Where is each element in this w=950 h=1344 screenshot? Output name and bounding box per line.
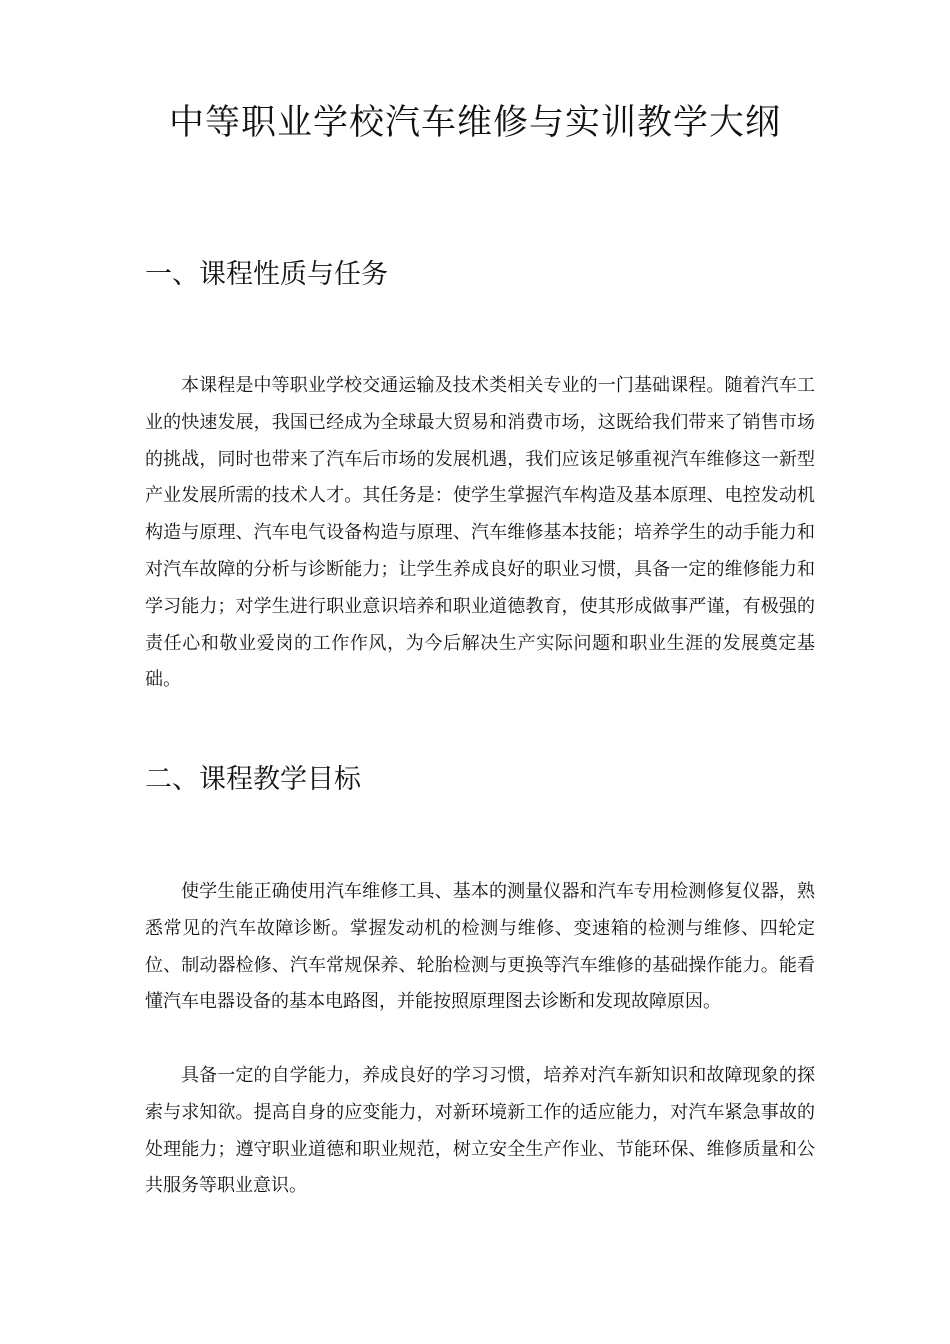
section-paragraph: 使学生能正确使用汽车维修工具、基本的测量仪器和汽车专用检测修复仪器，熟悉常见的汽车故障诊断。掌握发动机的检测与维修、变速箱的检测与维修、四轮定位、制动器检修、汽车常规保养、轮胎检测与更换等汽车维修的基础操作能力。能看懂汽车电器设备的基本电路图，并能按照原理图去诊断和发现故障原因。 xyxy=(145,881,815,1013)
section-paragraph: 具备一定的自学能力，养成良好的学习习惯，培养对汽车新知识和故障现象的探索与求知欲。提高自身的应变能力，对新环境新工作的适应能力，对汽车紧急事故的处理能力；遵守职业道德和职业规范，树立安全生产作业、节能环保、维修质量和公共服务等职业意识。 xyxy=(145,1065,815,1197)
document-title: 中等职业学校汽车维修与实训教学大纲 xyxy=(168,103,781,143)
section-heading-course-nature: 一、课程性质与任务 xyxy=(145,259,388,290)
section-paragraph: 本课程是中等职业学校交通运输及技术类相关专业的一门基础课程。随着汽车工业的快速发展，我国已经成为全球最大贸易和消费市场，这既给我们带来了销售市场的挑战，同时也带来了汽车后市场的发展机遇，我们应该足够重视汽车维修这一新型产业发展所需的技术人才。其任务是：使学生掌握汽车构造及基本原理、电控发动机构造与原理、汽车电气设备构造与原理、汽车维修基本技能；培养学生的动手能力和对汽车故障的分析与诊断能力；让学生养成良好的职业习惯，具备一定的维修能力和学习能力；对学生进行职业意识培养和职业道德教育，使其形成做事严谨，有极强的责任心和敬业爱岗的工作作风，为今后解决生产实际问题和职业生涯的发展奠定基础。 xyxy=(145,375,815,691)
section-heading-teaching-goals: 二、课程教学目标 xyxy=(145,764,361,795)
